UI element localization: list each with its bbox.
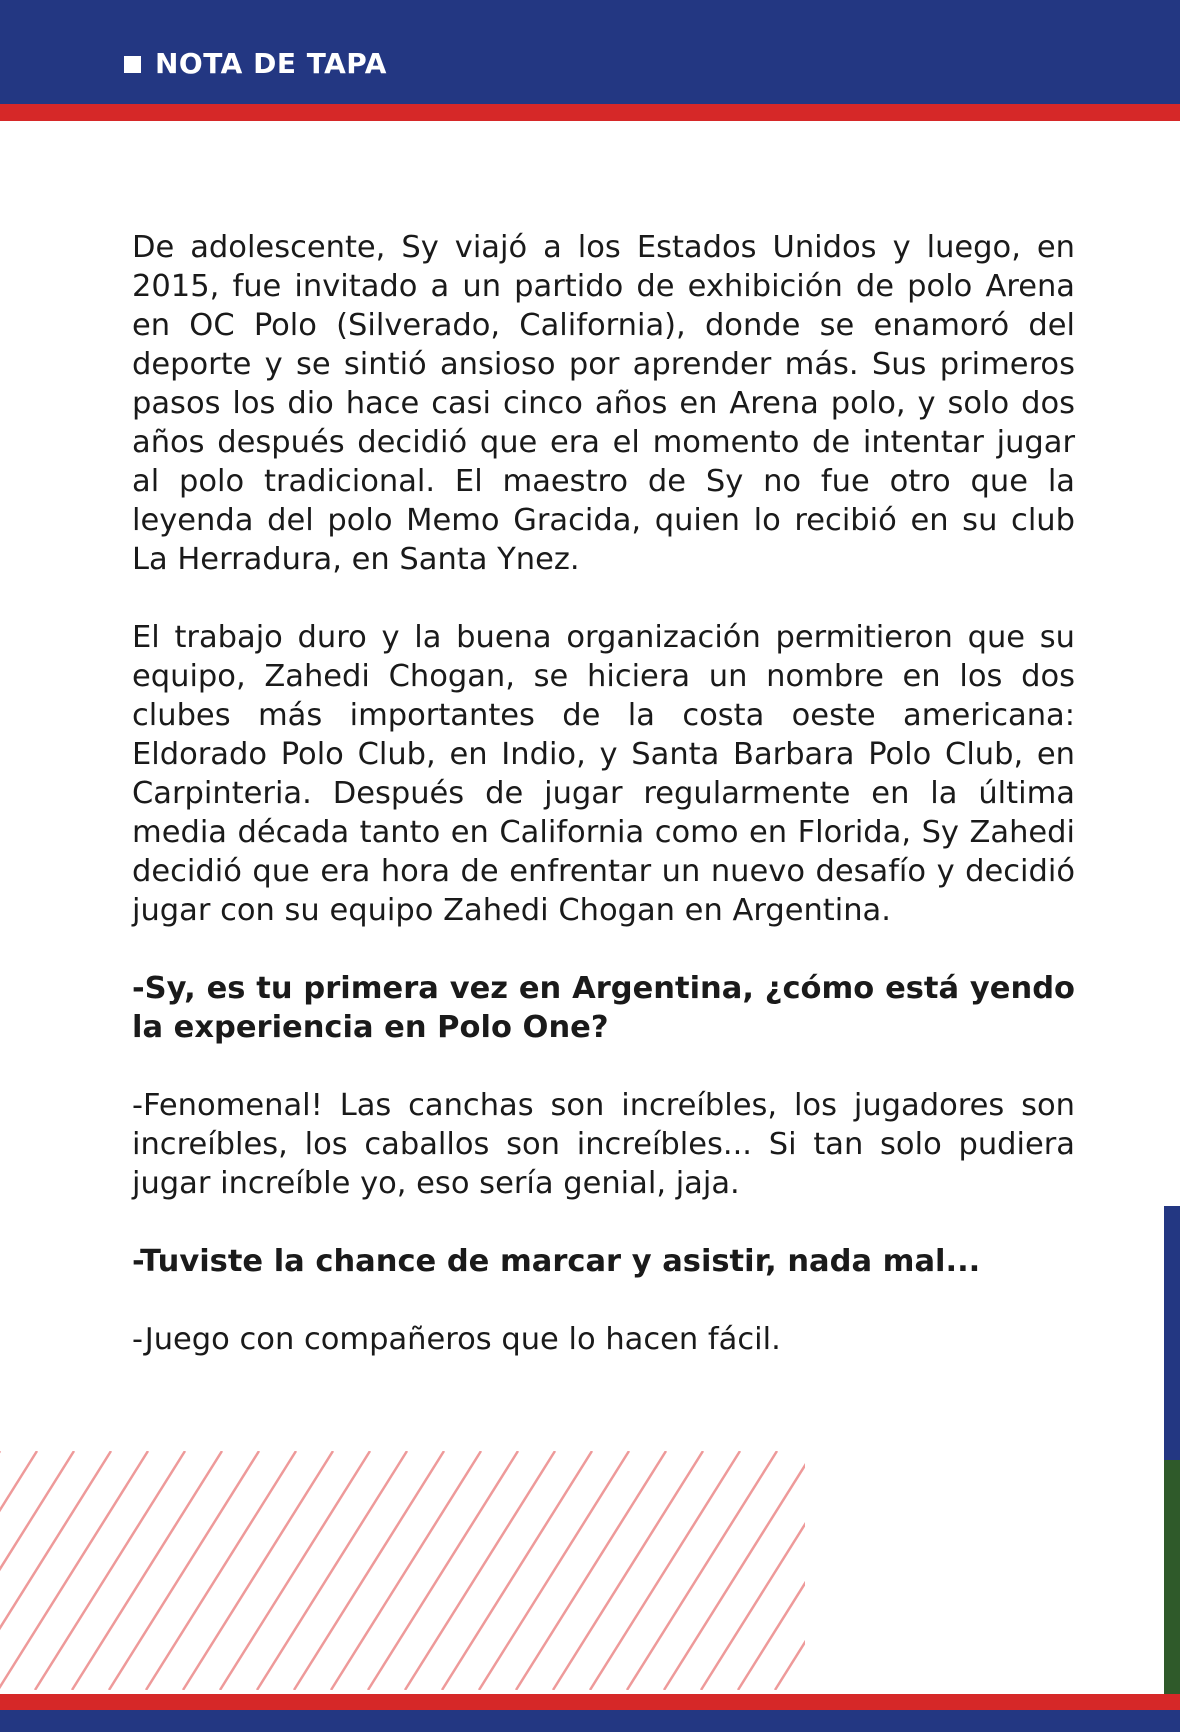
photo-edge: [1164, 1206, 1180, 1694]
article-body: [132, 228, 1075, 1398]
stripe-line: [72, 1451, 222, 1690]
stripe-line: [109, 1451, 259, 1690]
interview-question-1: -Sy, es tu primera vez en Argentina, ¿cómo está yendo la experiencia en Polo One?: [132, 971, 1075, 1045]
stripe-line: [35, 1451, 185, 1690]
interview-answer-2: -Juego con compañeros que lo hacen fácil.: [132, 1322, 781, 1357]
section-label: [124, 47, 387, 80]
stripe-line: [146, 1451, 296, 1690]
stripe-line: [479, 1451, 629, 1690]
footer-red-stripe: [0, 1694, 1180, 1710]
stripe-line: [405, 1451, 555, 1690]
stripe-line: [183, 1451, 333, 1690]
stripe-line: [775, 1451, 805, 1690]
stripe-line: [553, 1451, 703, 1690]
stripe-line: [627, 1451, 777, 1690]
stripe-line: [590, 1451, 740, 1690]
stripe-line: [0, 1451, 148, 1690]
stripe-line: [294, 1451, 444, 1690]
stripe-line: [257, 1451, 407, 1690]
stripe-line: [331, 1451, 481, 1690]
stripe-line: [442, 1451, 592, 1690]
interview-answer-1: -Fenomenal! Las canchas son increíbles, los jugadores son increíbles, los caballos son increíbles... Si tan solo pudiera jugar increíble yo, eso sería genial, jaja.: [132, 1088, 1075, 1201]
stripe-line: [738, 1451, 805, 1690]
paragraph-team: El trabajo duro y la buena organización permitieron que su equipo, Zahedi Chogan, se hiciera un nombre en los dos clubes más importantes de la costa oeste americana: Eldorado Polo Club, en Indio, y Santa Barbara Polo Club, en Carpinteria. Después de jugar regularmente en la última media década tanto en California como en Florida, Sy Zahedi decidió que era hora de enfrentar un nuevo desafío y decidió jugar con su equipo Zahedi Chogan en Argentina.: [132, 620, 1075, 928]
header-red-stripe: [0, 104, 1180, 121]
square-bullet-icon: [124, 56, 141, 73]
stripe-line: [0, 1451, 37, 1690]
section-label-text: NOTA DE TAPA: [155, 47, 387, 80]
stripe-line: [220, 1451, 370, 1690]
footer-bar: [0, 1710, 1180, 1732]
paragraph-intro: De adolescente, Sy viajó a los Estados Unidos y luego, en 2015, fue invitado a un partido de exhibición de polo Arena en OC Polo (Silverado, California), donde se enamoró del deporte y se sintió ansioso por aprender más. Sus primeros pasos los dio hace casi cinco años en Arena polo, y solo dos años después decidió que era el momento de intentar jugar al polo tradicional. El maestro de Sy no fue otro que la leyenda del polo Memo Gracida, quien lo recibió en su club La Herradura, en Santa Ynez.: [132, 230, 1075, 577]
stripe-line: [368, 1451, 518, 1690]
stripe-line: [516, 1451, 666, 1690]
diagonal-stripes-decoration: [0, 1451, 805, 1690]
stripe-line: [664, 1451, 805, 1690]
interview-question-2: -Tuviste la chance de marcar y asistir, nada mal...: [132, 1244, 981, 1279]
